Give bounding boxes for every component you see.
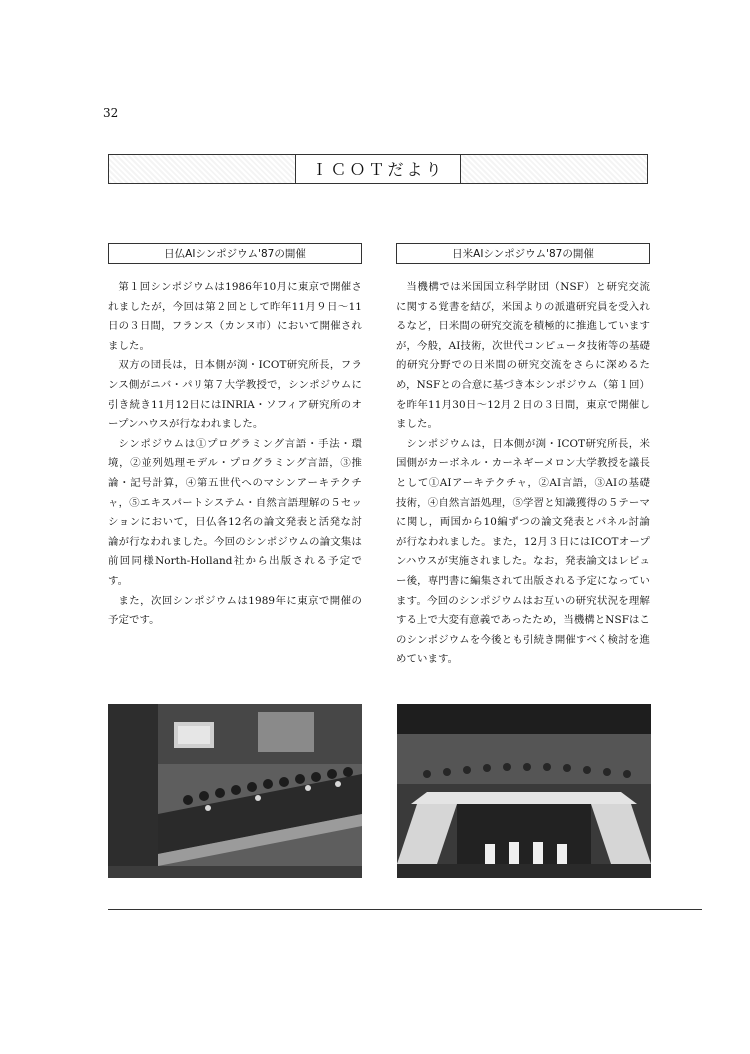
section-banner — [108, 154, 648, 184]
left-article — [108, 243, 362, 631]
right-article — [396, 243, 650, 670]
photo-france-symposium-image — [108, 704, 362, 878]
left-paragraph-1: 第１回シンポジウムは1986年10月に東京で開催されましたが，今回は第２回として昨年11月９日～11日の３日間，フランス（カンヌ市）において開催されました。 — [108, 281, 362, 352]
bottom-rule — [108, 909, 702, 910]
page-number: 32 — [103, 106, 119, 120]
banner-pattern-right — [460, 155, 647, 183]
photo-us-symposium-image — [397, 704, 651, 878]
photo-us-symposium — [397, 704, 651, 878]
right-paragraph-2: シンポジウムは，日本側が渕・ICOT研究所長，米国側がカーボネル・カーネギーメロン大学教授を議長として①AIアーキテクチャ，②AI言語，③AIの基礎技術，④自然言語処理，⑤学習と知識獲得の５テーマに関し，両国から10編ずつの論文発表とパネル討論が行なわれました。また，12月３日にはICOTオープンハウスが実施されました。なお，発表論文はレビュー後，専門書に編集されて出版される予定になっています。今回のシンポジウムはお互いの研究状況を理解する上で大変有意義であったため，当機構とNSFはこのシンポジウムを今後とも引続き開催すべく検討を進めています。 — [396, 437, 650, 666]
left-paragraph-2: 双方の団長は，日本側が渕・ICOT研究所長，フランス側がニバ・パリ第７大学教授で，シンポジウムに引き続き11月12日にはINRIA・ソフィア研究所のオープンハウスが行なわれました。 — [108, 359, 362, 431]
left-paragraph-4: また，次回シンポジウムは1989年に東京で開催の予定です。 — [108, 594, 362, 627]
banner-pattern-left — [109, 155, 296, 183]
right-article-heading: 日米AIシンポジウム'87の開催 — [396, 243, 650, 264]
banner-title: ＩＣＯＴだより — [311, 160, 445, 179]
left-article-heading: 日仏AIシンポジウム'87の開催 — [108, 243, 362, 264]
photo-france-symposium — [108, 704, 362, 878]
left-paragraph-3: シンポジウムは①プログラミング言語・手法・環境，②並列処理モデル・プログラミング言語，③推論・記号計算，④第五世代へのマシンアーキテクチャ，⑤エキスパートシステム・自然言語理解の５セッションにおいて，日仏各12名の論文発表と活発な討論が行なわれました。今回のシンポジウムの論文集は前回同様North-Holland社から出版される予定です。 — [108, 437, 362, 587]
right-paragraph-1: 当機構では米国国立科学財団（NSF）と研究交流に関する覚書を結び，米国よりの派遣研究員を受入れるなど，日米間の研究交流を積極的に推進していますが，今般，AI技術，次世代コンピュータ技術等の基礎的研究分野での日米間の研究交流をさらに深めるため，NSFとの合意に基づき本シンポジウム（第１回）を昨年11月30日～12月２日の３日間，東京で開催しました。 — [396, 281, 650, 431]
